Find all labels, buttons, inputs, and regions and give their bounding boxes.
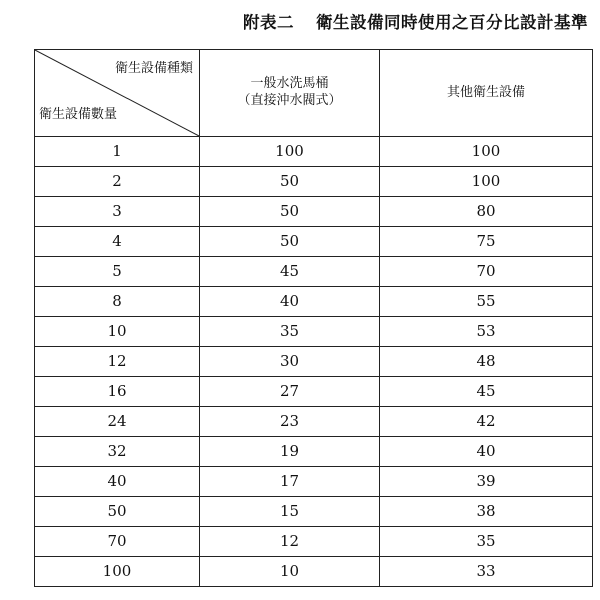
quantity-cell: 10: [35, 317, 200, 347]
quantity-cell: 12: [35, 347, 200, 377]
other-header-cell: 其他衛生設備: [380, 50, 593, 137]
table-row: [35, 347, 593, 377]
toilet-header-line2: （直接沖水閥式）: [237, 93, 342, 108]
toilet-percent-cell: 50: [200, 197, 380, 227]
toilet-header-line1: 一般水洗馬桶: [250, 76, 329, 92]
toilet-header-cell: [200, 50, 380, 137]
other-percent-cell: 40: [380, 437, 593, 467]
quantity-cell: 2: [35, 167, 200, 197]
toilet-percent-cell: 50: [200, 227, 380, 257]
toilet-percent-cell: 27: [200, 377, 380, 407]
quantity-cell: 32: [35, 437, 200, 467]
toilet-percent-cell: 10: [200, 557, 380, 587]
other-percent-cell: 33: [380, 557, 593, 587]
toilet-percent-cell: 19: [200, 437, 380, 467]
title-text: 衛生設備同時使用之百分比設計基準: [316, 13, 588, 32]
table-row: [35, 257, 593, 287]
table-row: [35, 287, 593, 317]
toilet-percent-cell: 12: [200, 527, 380, 557]
other-percent-cell: 80: [380, 197, 593, 227]
quantity-cell: 40: [35, 467, 200, 497]
other-percent-cell: 42: [380, 407, 593, 437]
toilet-percent-cell: 30: [200, 347, 380, 377]
table-row: [35, 167, 593, 197]
other-percent-cell: 100: [380, 167, 593, 197]
quantity-cell: 1: [35, 137, 200, 167]
table-row: [35, 407, 593, 437]
other-percent-cell: 75: [380, 227, 593, 257]
quantity-cell: 24: [35, 407, 200, 437]
table-row: [35, 137, 593, 167]
toilet-percent-cell: 100: [200, 137, 380, 167]
table-row: [35, 557, 593, 587]
table-row: [35, 467, 593, 497]
table-row: [35, 317, 593, 347]
other-percent-cell: 48: [380, 347, 593, 377]
table-row: [35, 377, 593, 407]
other-percent-cell: 70: [380, 257, 593, 287]
other-percent-cell: 45: [380, 377, 593, 407]
title-prefix: 附表二: [243, 13, 294, 32]
other-percent-cell: 39: [380, 467, 593, 497]
page-title: [243, 9, 588, 33]
corner-top-label: 衛生設備種類: [114, 61, 193, 76]
toilet-percent-cell: 17: [200, 467, 380, 497]
percentage-table: [34, 49, 593, 587]
table-row: [35, 497, 593, 527]
table-row: [35, 437, 593, 467]
quantity-cell: 70: [35, 527, 200, 557]
toilet-percent-cell: 35: [200, 317, 380, 347]
corner-header-cell: [35, 50, 200, 137]
toilet-percent-cell: 45: [200, 257, 380, 287]
quantity-cell: 50: [35, 497, 200, 527]
quantity-cell: 16: [35, 377, 200, 407]
toilet-percent-cell: 23: [200, 407, 380, 437]
toilet-percent-cell: 15: [200, 497, 380, 527]
other-percent-cell: 100: [380, 137, 593, 167]
other-percent-cell: 53: [380, 317, 593, 347]
quantity-cell: 5: [35, 257, 200, 287]
table-row: [35, 227, 593, 257]
other-percent-cell: 55: [380, 287, 593, 317]
quantity-cell: 100: [35, 557, 200, 587]
table-row: [35, 527, 593, 557]
quantity-cell: 3: [35, 197, 200, 227]
toilet-percent-cell: 40: [200, 287, 380, 317]
other-percent-cell: 35: [380, 527, 593, 557]
quantity-cell: 4: [35, 227, 200, 257]
quantity-cell: 8: [35, 287, 200, 317]
toilet-percent-cell: 50: [200, 167, 380, 197]
table-row: [35, 197, 593, 227]
other-percent-cell: 38: [380, 497, 593, 527]
corner-bottom-label: 衛生設備數量: [39, 107, 118, 123]
header-row: [35, 50, 593, 137]
